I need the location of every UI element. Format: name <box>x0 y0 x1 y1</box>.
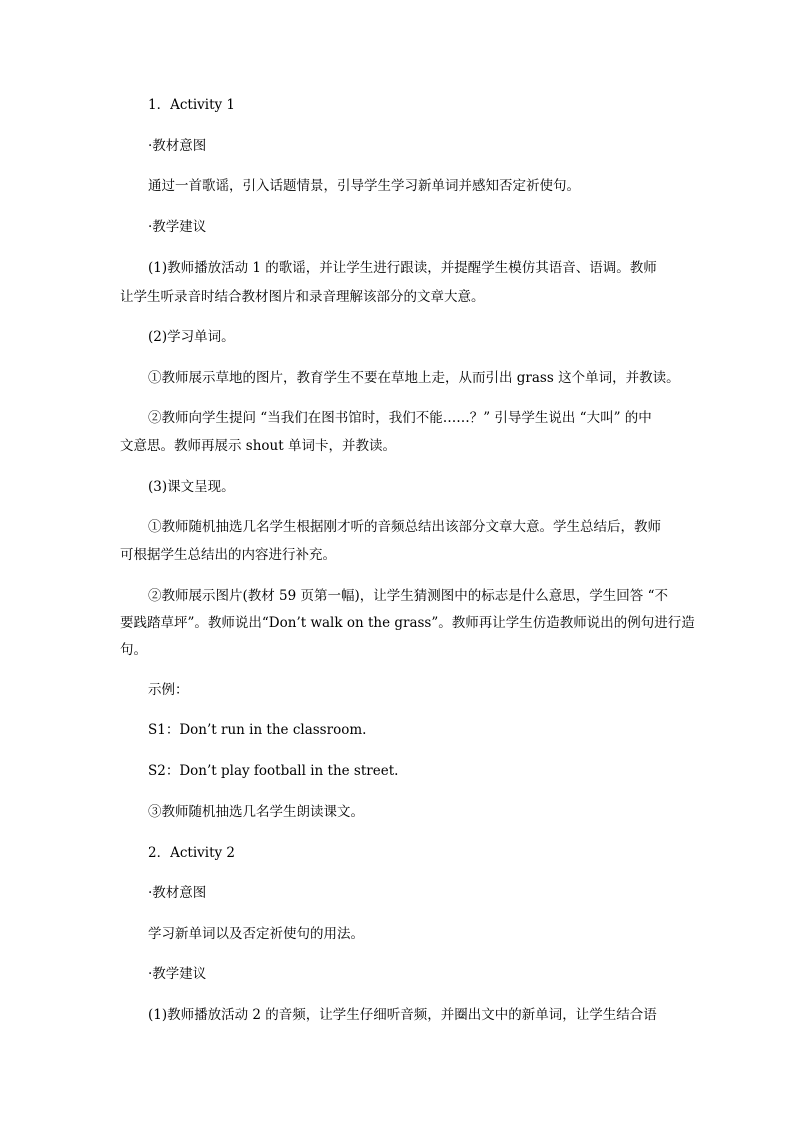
heading-activity-2: 2．Activity 2 <box>148 845 236 861</box>
paragraph-line: ①教师随机抽选几名学生根据刚才听的音频总结出该部分文章大意。学生总结后，教师 <box>148 519 661 535</box>
paragraph: ①教师展示草地的图片，教育学生不要在草地上走，从而引出 grass 这个单词，并教读。 <box>148 370 680 386</box>
paragraph-line: 句。 <box>120 642 147 658</box>
heading-activity-1: 1．Activity 1 <box>148 97 236 113</box>
label-teaching-intent: ·教材意图 <box>148 138 207 154</box>
paragraph: ③教师随机抽选几名学生朗读课文。 <box>148 804 364 820</box>
label-teaching-suggestion: ·教学建议 <box>148 966 207 982</box>
paragraph-line: ②教师展示图片(教材 59 页第一幅)，让学生猜测图中的标志是什么意思，学生回答 “不 <box>148 588 668 604</box>
example-line: S2：Don’t play football in the street. <box>148 763 399 779</box>
paragraph-line: 要践踏草坪”。教师说出“Don’t walk on the grass”。教师再让学生仿造教师说出的例句进行造 <box>120 615 695 631</box>
paragraph-line: 让学生听录音时结合教材图片和录音理解该部分的文章大意。 <box>120 289 485 305</box>
paragraph-line: 文意思。教师再展示 shout 单词卡，并教读。 <box>120 438 396 454</box>
label-example: 示例： <box>148 682 189 698</box>
paragraph: 通过一首歌谣，引入话题情景，引导学生学习新单词并感知否定祈使句。 <box>148 178 580 194</box>
paragraph: (3)课文呈现。 <box>148 479 235 495</box>
label-teaching-intent: ·教材意图 <box>148 885 207 901</box>
example-line: S1：Don’t run in the classroom. <box>148 722 367 738</box>
paragraph-line: ②教师向学生提问 “当我们在图书馆时，我们不能……？” 引导学生说出 “大叫” 的中 <box>148 410 652 426</box>
paragraph-line: (1)教师播放活动 1 的歌谣，并让学生进行跟读，并提醒学生模仿其语音、语调。教师 <box>148 260 657 276</box>
label-teaching-suggestion: ·教学建议 <box>148 219 207 235</box>
paragraph: 学习新单词以及否定祈使句的用法。 <box>148 926 364 942</box>
paragraph-line: (1)教师播放活动 2 的音频，让学生仔细听音频，并圈出文中的新单词，让学生结合语 <box>148 1007 657 1023</box>
paragraph-line: 可根据学生总结出的内容进行补充。 <box>120 547 336 563</box>
paragraph: (2)学习单词。 <box>148 329 235 345</box>
